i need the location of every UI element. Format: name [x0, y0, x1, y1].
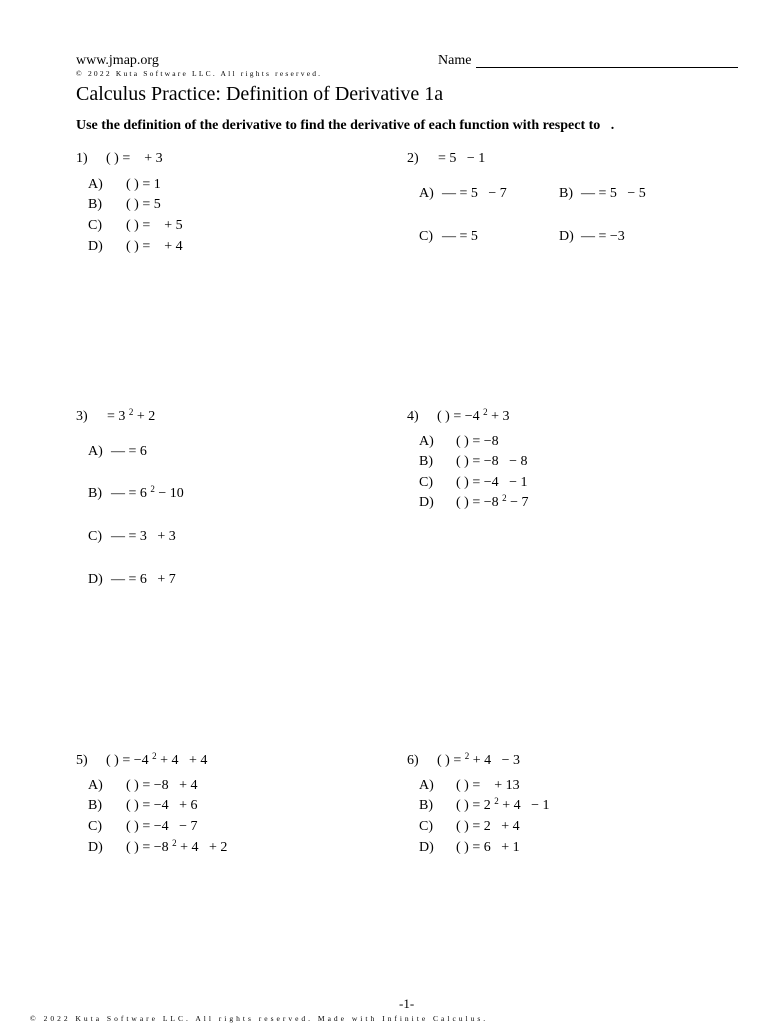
copyright-notice: © 2022 Kuta Software LLC. All rights reserved.	[76, 69, 323, 78]
q3-choice-b-label: B)	[88, 486, 102, 501]
q6-choice-a: ( ) = + 13	[456, 778, 520, 793]
instructions: Use the definition of the derivative to find the derivative of each function with respect to .	[76, 118, 615, 133]
q5-choice-b-label: B)	[88, 798, 102, 813]
q1-choice-b-label: B)	[88, 197, 102, 212]
name-label: Name	[438, 53, 472, 68]
q3-choice-d: — = 6 + 7	[111, 572, 176, 587]
q3-choice-a-label: A)	[88, 444, 103, 459]
question-2-prompt: = 5 − 1	[438, 151, 486, 166]
q5-choice-a-label: A)	[88, 778, 103, 793]
q4-choice-a-label: A)	[419, 434, 434, 449]
q5-choice-d-label: D)	[88, 840, 103, 855]
q1-choice-b: ( ) = 5	[126, 197, 161, 212]
q1-choice-d: ( ) = + 4	[126, 239, 183, 254]
q2-choice-d: — = −3	[581, 229, 625, 244]
q1-choice-c: ( ) = + 5	[126, 218, 183, 233]
q4-choice-d: ( ) = −8 $^2$ − 7	[456, 493, 529, 510]
question-3-prompt: = 3 $^2$ + 2	[107, 407, 156, 424]
q5-choice-a: ( ) = −8 + 4	[126, 778, 198, 793]
q6-choice-b-label: B)	[419, 798, 433, 813]
footer-copyright: © 2022 Kuta Software LLC. All rights reserved. Made with Infinite Calculus.	[30, 1014, 489, 1023]
q4-choice-c-label: C)	[419, 475, 433, 490]
site-url: www.jmap.org	[76, 53, 159, 68]
q2-choice-b: — = 5 − 5	[581, 186, 646, 201]
page-number: -1-	[399, 996, 415, 1011]
question-4-number: 4)	[407, 409, 419, 424]
q6-choice-b: ( ) = 2 $^2$ + 4 − 1	[456, 796, 550, 813]
q3-choice-c: — = 3 + 3	[111, 529, 176, 544]
q3-choice-b: — = 6 $^2$ − 10	[111, 484, 184, 501]
q2-choice-b-label: B)	[559, 186, 573, 201]
q6-choice-c-label: C)	[419, 819, 433, 834]
q2-choice-c-label: C)	[419, 229, 433, 244]
question-2-number: 2)	[407, 151, 419, 166]
q1-choice-d-label: D)	[88, 239, 103, 254]
question-6-prompt: ( ) = $^2$ + 4 − 3	[437, 751, 521, 768]
q5-choice-d: ( ) = −8 $^2$ + 4 + 2	[126, 838, 228, 855]
q1-choice-a: ( ) = 1	[126, 177, 161, 192]
q2-choice-c: — = 5	[442, 229, 478, 244]
q5-choice-c-label: C)	[88, 819, 102, 834]
q4-choice-d-label: D)	[419, 495, 434, 510]
question-5-number: 5)	[76, 753, 88, 768]
q1-choice-c-label: C)	[88, 218, 102, 233]
q2-choice-d-label: D)	[559, 229, 574, 244]
q5-choice-c: ( ) = −4 − 7	[126, 819, 198, 834]
q4-choice-b-label: B)	[419, 454, 433, 469]
q3-choice-c-label: C)	[88, 529, 102, 544]
q5-choice-b: ( ) = −4 + 6	[126, 798, 198, 813]
question-5-prompt: ( ) = −4 $^2$ + 4 + 4	[106, 751, 208, 768]
q2-choice-a-label: A)	[419, 186, 434, 201]
q2-choice-a: — = 5 − 7	[442, 186, 507, 201]
q3-choice-d-label: D)	[88, 572, 103, 587]
q6-choice-d-label: D)	[419, 840, 434, 855]
q6-choice-d: ( ) = 6 + 1	[456, 840, 520, 855]
q6-choice-c: ( ) = 2 + 4	[456, 819, 520, 834]
question-1-prompt: ( ) = + 3	[106, 151, 163, 166]
q4-choice-a: ( ) = −8	[456, 434, 499, 449]
question-3-number: 3)	[76, 409, 88, 424]
q3-choice-a: — = 6	[111, 444, 147, 459]
page-title: Calculus Practice: Definition of Derivative 1a	[76, 83, 444, 105]
q4-choice-c: ( ) = −4 − 1	[456, 475, 528, 490]
q1-choice-a-label: A)	[88, 177, 103, 192]
q6-choice-a-label: A)	[419, 778, 434, 793]
question-4-prompt: ( ) = −4 $^2$ + 3	[437, 407, 510, 424]
question-6-number: 6)	[407, 753, 419, 768]
name-input-line[interactable]	[476, 67, 738, 68]
q4-choice-b: ( ) = −8 − 8	[456, 454, 528, 469]
question-1-number: 1)	[76, 151, 88, 166]
